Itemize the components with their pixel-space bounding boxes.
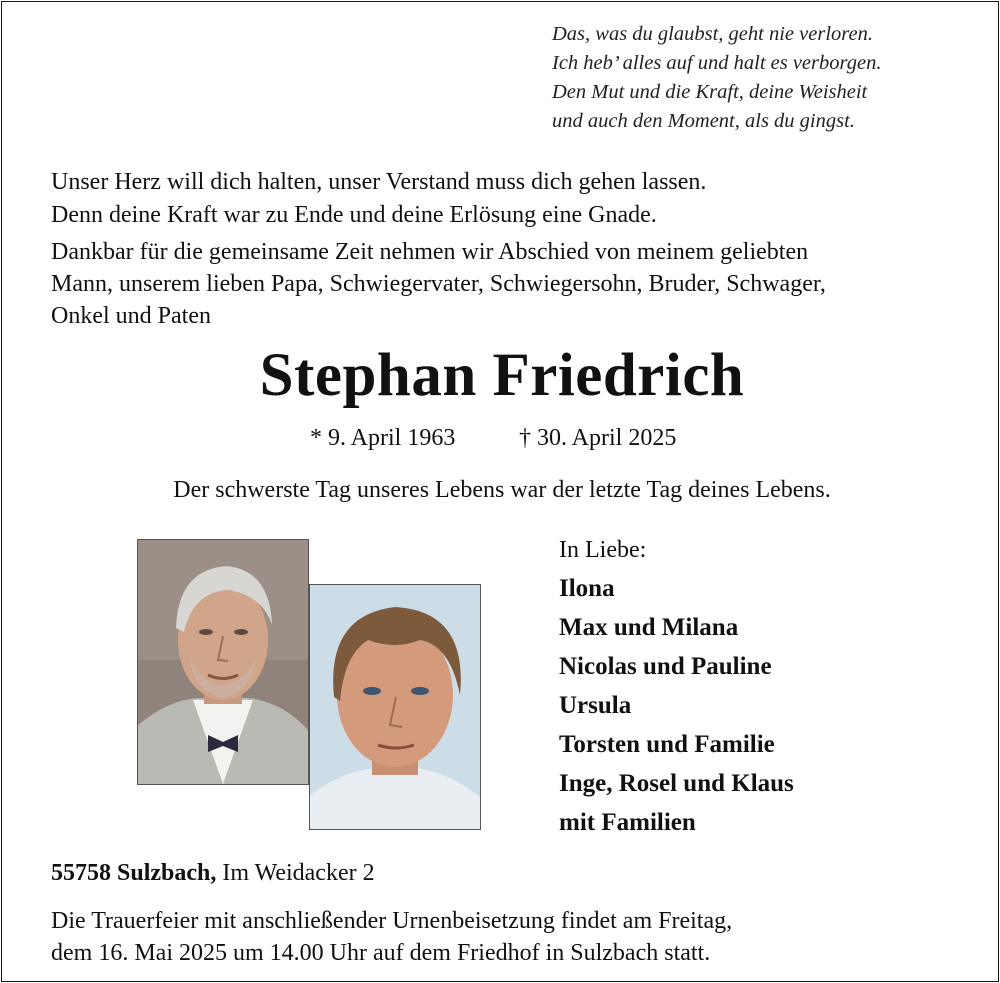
address-place: 55758 Sulzbach, bbox=[51, 860, 217, 886]
family-member: mit Familien bbox=[559, 809, 696, 836]
intro-text bbox=[51, 166, 706, 232]
portrait-younger-image bbox=[310, 585, 480, 829]
portrait-photo-younger bbox=[309, 584, 481, 830]
poem bbox=[552, 20, 881, 136]
funeral-notice bbox=[51, 905, 732, 969]
family-member: Max und Milana bbox=[559, 614, 739, 641]
deceased-name: Stephan Friedrich bbox=[259, 342, 745, 409]
portrait-photo-older bbox=[137, 539, 309, 785]
funeral-line: Die Trauerfeier mit anschließender Urnenbeisetzung findet am Freitag, bbox=[51, 908, 733, 934]
family-member: Ursula bbox=[559, 692, 632, 719]
poem-line: und auch den Moment, als du gingst. bbox=[552, 110, 855, 132]
funeral-line: dem 16. Mai 2025 um 14.00 Uhr auf dem Friedhof in Sulzbach statt. bbox=[51, 940, 711, 966]
farewell-line: Dankbar für die gemeinsame Zeit nehmen wir Abschied von meinem geliebten bbox=[51, 239, 809, 265]
farewell-line: Mann, unserem lieben Papa, Schwiegervater, Schwiegersohn, Bruder, Schwager, bbox=[51, 271, 826, 297]
memorial-quote: Der schwerste Tag unseres Lebens war der letzte Tag deines Lebens. bbox=[173, 477, 831, 503]
obituary-frame bbox=[1, 1, 999, 982]
portrait-older-image bbox=[138, 540, 308, 784]
family-member: Ilona bbox=[559, 575, 615, 602]
family-member: Inge, Rosel und Klaus bbox=[559, 770, 794, 797]
family-list bbox=[559, 534, 794, 842]
farewell-line: Onkel und Paten bbox=[51, 303, 211, 329]
poem-line: Ich heb’ alles auf und halt es verborgen. bbox=[552, 52, 882, 74]
poem-line: Den Mut und die Kraft, deine Weisheit bbox=[552, 81, 868, 103]
death-date: † 30. April 2025 bbox=[519, 425, 677, 451]
intro-line: Denn deine Kraft war zu Ende und deine Erlösung eine Gnade. bbox=[51, 202, 657, 228]
address bbox=[51, 857, 375, 889]
poem-line: Das, was du glaubst, geht nie verloren. bbox=[552, 23, 873, 45]
family-lead: In Liebe: bbox=[559, 537, 647, 563]
intro-line: Unser Herz will dich halten, unser Verstand muss dich gehen lassen. bbox=[51, 169, 707, 195]
family-member: Torsten und Familie bbox=[559, 731, 775, 758]
family-member: Nicolas und Pauline bbox=[559, 653, 772, 680]
address-street: Im Weidacker 2 bbox=[222, 860, 375, 886]
farewell-text bbox=[51, 236, 961, 332]
birth-date: * 9. April 1963 bbox=[310, 425, 456, 451]
